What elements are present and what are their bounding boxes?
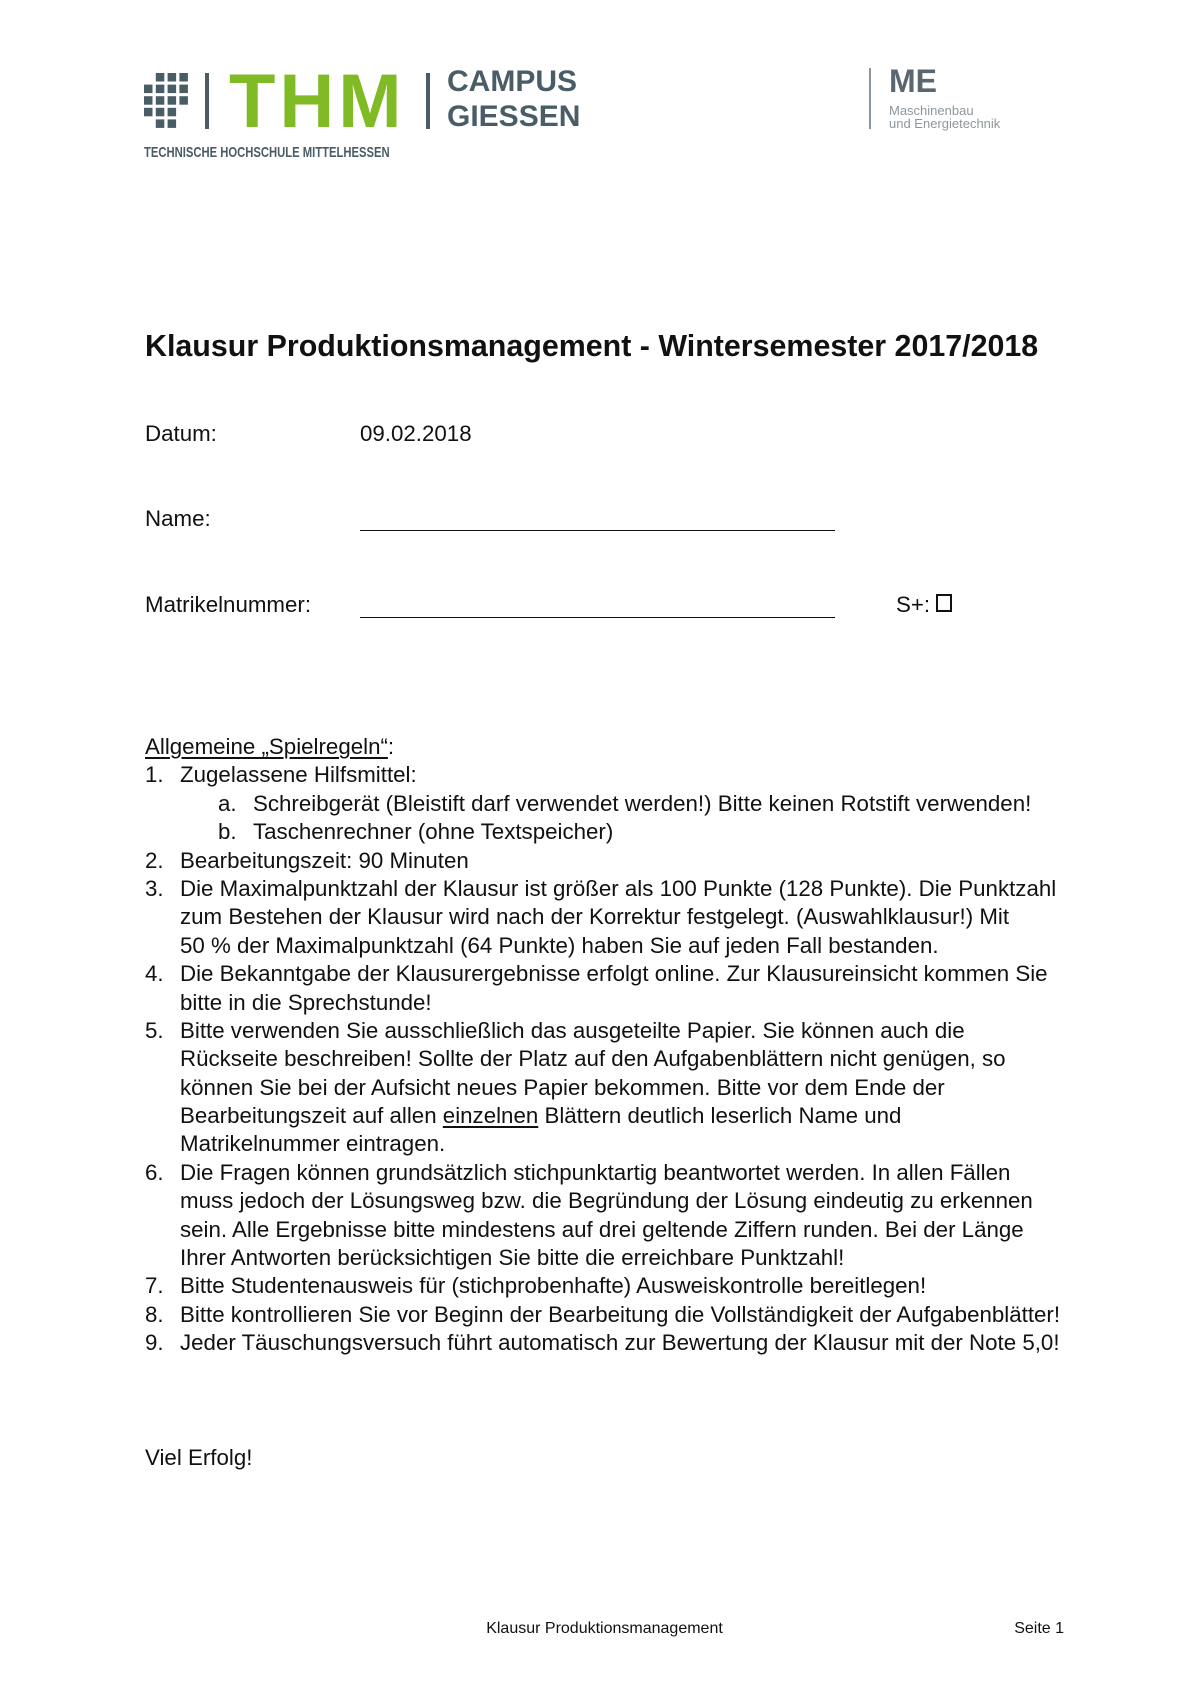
date-value: 09.02.2018 — [360, 421, 472, 446]
rule-number: 8. — [145, 1301, 164, 1327]
rule-subitem-letter: a. — [218, 790, 237, 816]
logo-square — [156, 119, 165, 128]
logo-square — [144, 96, 153, 105]
rules-section — [145, 733, 1075, 1358]
logo-square — [168, 85, 177, 94]
rule-item — [145, 761, 1075, 789]
rules-heading-colon: : — [387, 734, 395, 759]
rule-subitem-letter: b. — [218, 819, 237, 845]
rule-subitem-body — [253, 818, 1075, 846]
rule-item — [145, 1159, 1075, 1273]
rule-text-line: Matrikelnummer eintragen. — [180, 1131, 446, 1157]
logo-square — [156, 85, 165, 94]
logo-square — [144, 85, 153, 94]
rule-number: 3. — [145, 875, 164, 901]
rule-text-line: Taschenrechner (ohne Textspeicher) — [253, 819, 614, 845]
s-plus-label: S+: — [896, 592, 931, 617]
rule-text-line — [180, 1102, 1075, 1130]
rule-text-line: Zugelassene Hilfsmittel: — [180, 762, 417, 788]
matrikel-write-line — [360, 617, 835, 618]
thm-logo-text: THM — [229, 59, 406, 144]
rule-body — [180, 1272, 1075, 1300]
rule-number: 7. — [145, 1273, 164, 1299]
rule-item — [145, 960, 1075, 1017]
rule-text-line: Rückseite beschreiben! Sollte der Platz auf den Aufgabenblättern nicht genügen, so — [180, 1046, 1006, 1072]
logo-square — [144, 108, 153, 117]
rule-item — [145, 847, 1075, 875]
rule-text: Blättern deutlich leserlich Name und — [538, 1103, 902, 1129]
logo-square — [179, 85, 188, 94]
department-name-line-1: Maschinenbau — [889, 103, 974, 118]
logo-square — [156, 96, 165, 105]
rule-body — [180, 960, 1075, 1017]
rule-number: 1. — [145, 762, 164, 788]
rule-body — [180, 1301, 1075, 1329]
logo-square — [168, 96, 177, 105]
rule-body — [180, 847, 1075, 875]
rule-subitem-body — [253, 790, 1075, 818]
campus-line-1: CAMPUS — [447, 65, 578, 98]
rule-text-line: Die Bekanntgabe der Klausurergebnisse erfolgt online. Zur Klausureinsicht kommen Sie — [180, 961, 1048, 987]
rule-subitem — [145, 818, 1075, 846]
rule-text-line: Bitte verwenden Sie ausschließlich das ausgeteilte Papier. Sie können auch die — [180, 1017, 965, 1043]
rule-item — [145, 1017, 1075, 1159]
rule-number: 4. — [145, 961, 164, 987]
rule-text-line: Bitte kontrollieren Sie vor Beginn der Bearbeitung die Vollständigkeit der Aufgabenblätter! — [180, 1301, 1061, 1327]
rule-text-line: Bearbeitungszeit: 90 Minuten — [180, 847, 469, 873]
rule-text-line: bitte in die Sprechstunde! — [180, 989, 432, 1015]
logo-square — [179, 73, 188, 82]
logo-square — [168, 73, 177, 82]
rule-number: 5. — [145, 1017, 164, 1043]
name-write-line — [360, 530, 835, 531]
rule-text: Bearbeitungszeit auf allen — [180, 1103, 443, 1129]
logo-square — [179, 96, 188, 105]
s-plus-checkbox — [936, 594, 952, 612]
rule-text-line: Bitte Studentenausweis für (stichprobenhafte) Ausweiskontrolle bereitlegen! — [180, 1273, 927, 1299]
rule-body — [180, 1329, 1075, 1357]
rule-text-line: sein. Alle Ergebnisse bitte mindestens auf drei geltende Ziffern runden. Bei der Länge — [180, 1216, 1024, 1242]
logo-square — [168, 119, 177, 128]
rule-text-line: Die Maximalpunktzahl der Klausur ist größer als 100 Punkte (128 Punkte). Die Punktzahl — [180, 875, 1057, 901]
name-label: Name: — [145, 506, 211, 531]
department-divider — [869, 68, 871, 129]
underlined-word: einzelnen — [442, 1103, 539, 1129]
rule-item — [145, 1329, 1075, 1357]
rule-item — [145, 1272, 1075, 1300]
matrikel-label: Matrikelnummer: — [145, 592, 312, 617]
department-name-line-2: und Energietechnik — [889, 116, 1001, 131]
campus-divider — [426, 73, 430, 129]
campus-line-2: GIESSEN — [447, 100, 581, 133]
exam-title: Klausur Produktionsmanagement - Wintersemester 2017/2018 — [145, 329, 1039, 363]
rule-text-line: zum Bestehen der Klausur wird nach der Korrektur festgelegt. (Auswahlklausur!) Mit — [180, 904, 1010, 930]
rule-text-line: Ihrer Antworten berücksichtigen Sie bitte die erreichbare Punktzahl! — [180, 1245, 845, 1271]
rule-text-line: können Sie bei der Aufsicht neues Papier bekommen. Bitte vor dem Ende der — [180, 1074, 945, 1100]
rule-body — [180, 875, 1075, 960]
footer-title: Klausur Produktionsmanagement — [486, 1620, 723, 1637]
rule-text-line: Jeder Täuschungsversuch führt automatisch zur Bewertung der Klausur mit der Note 5,0! — [180, 1330, 1060, 1356]
rule-number: 6. — [145, 1159, 164, 1185]
rule-number: 9. — [145, 1330, 164, 1356]
rule-item — [145, 1301, 1075, 1329]
page-number: Seite 1 — [1014, 1620, 1064, 1637]
date-label: Datum: — [145, 421, 217, 446]
rule-body — [180, 1159, 1075, 1273]
logo-square — [156, 108, 165, 117]
rule-body — [180, 761, 1075, 789]
rule-text-line: Schreibgerät (Bleistift darf verwendet werden!) Bitte keinen Rotstift verwenden! — [253, 790, 1032, 816]
rule-text-line: Die Fragen können grundsätzlich stichpunktartig beantwortet werden. In allen Fällen — [180, 1159, 1011, 1185]
rules-heading-text: Allgemeine „Spielregeln“ — [145, 734, 388, 759]
university-name: TECHNISCHE HOCHSCHULE MITTELHESSEN — [144, 144, 390, 161]
rule-text-line: 50 % der Maximalpunktzahl (64 Punkte) haben Sie auf jeden Fall bestanden. — [180, 932, 939, 958]
rule-item — [145, 875, 1075, 960]
department-abbreviation: ME — [889, 63, 937, 99]
logo-square — [168, 108, 177, 117]
rules-heading — [145, 733, 1075, 761]
rule-text-line: muss jedoch der Lösungsweg bzw. die Begründung der Lösung eindeutig zu erkennen — [180, 1188, 1033, 1214]
rule-subitem — [145, 790, 1075, 818]
logo-square — [156, 73, 165, 82]
logo-divider — [205, 73, 209, 129]
closing-text: Viel Erfolg! — [145, 1445, 253, 1470]
rule-number: 2. — [145, 847, 164, 873]
rules-list — [145, 761, 1075, 1357]
rule-body — [180, 1017, 1075, 1159]
thm-logo-mark — [144, 73, 188, 128]
